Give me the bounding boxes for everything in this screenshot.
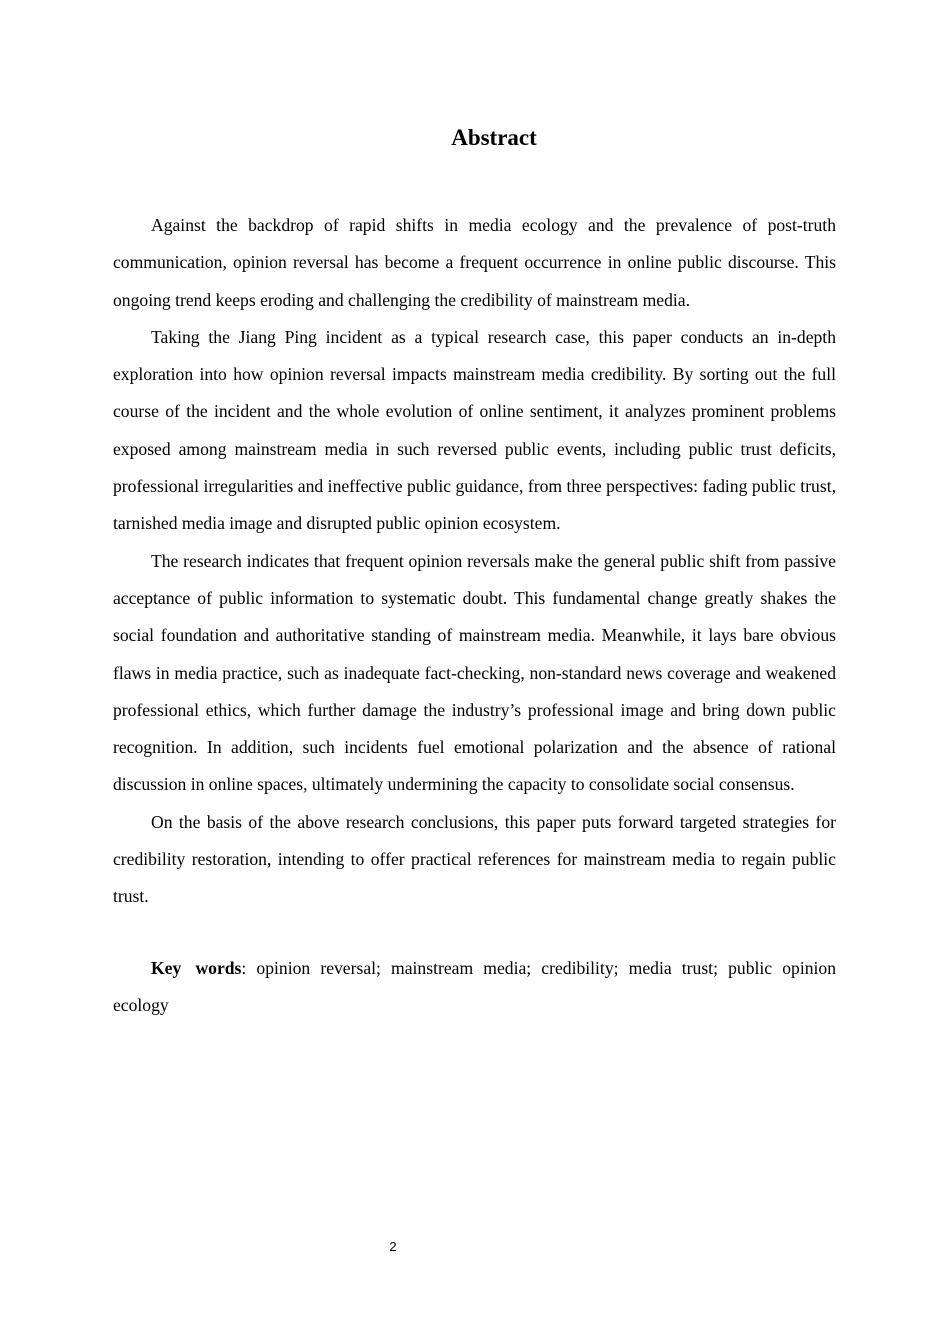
abstract-paragraph-2: Taking the Jiang Ping incident as a typical research case, this paper conducts an in-depth exploration into how opinion reversal impacts mainstream media credibility. By sorting out the full course of the incident and the whole evolution of online sentiment, it analyzes prominent problems exposed among mainstream media in such reversed public events, including public trust deficits, professional irregularities and ineffective public guidance, from three perspectives: fading public trust, tarnished media image and disrupted public opinion ecosystem. [113, 326, 836, 534]
page-number: 2 [389, 1239, 397, 1254]
abstract-paragraph-3: The research indicates that frequent opinion reversals make the general public shift from passive acceptance of public information to systematic doubt. This fundamental change greatly shakes the social foundation and authoritative standing of mainstream media. Meanwhile, it lays bare obvious flaws in media practice, such as inadequate fact-checking, non-standard news coverage and weakened professional ethics, which further damage the industry’s professional image and bring down public recognition. In addition, such incidents fuel emotional polarization and the absence of rational discussion in online spaces, ultimately undermining the capacity to consolidate social consensus. [113, 550, 836, 795]
keywords-text: : opinion reversal; mainstream media; credibility; media trust; public opinion ecology [113, 957, 836, 1015]
abstract-title: Abstract [451, 125, 537, 150]
abstract-paragraph-1: Against the backdrop of rapid shifts in media ecology and the prevalence of post-truth communication, opinion reversal has become a frequent occurrence in online public discourse. This ongoing trend keeps eroding and challenging the credibility of mainstream media. [113, 215, 836, 310]
keywords-label: Key words [151, 957, 242, 978]
abstract-paragraph-4: On the basis of the above research conclusions, this paper puts forward targeted strategies for credibility restoration, intending to offer practical references for mainstream media to regain public trust. [113, 811, 836, 907]
abstract-body [113, 207, 836, 1024]
keywords-line [113, 950, 836, 1025]
